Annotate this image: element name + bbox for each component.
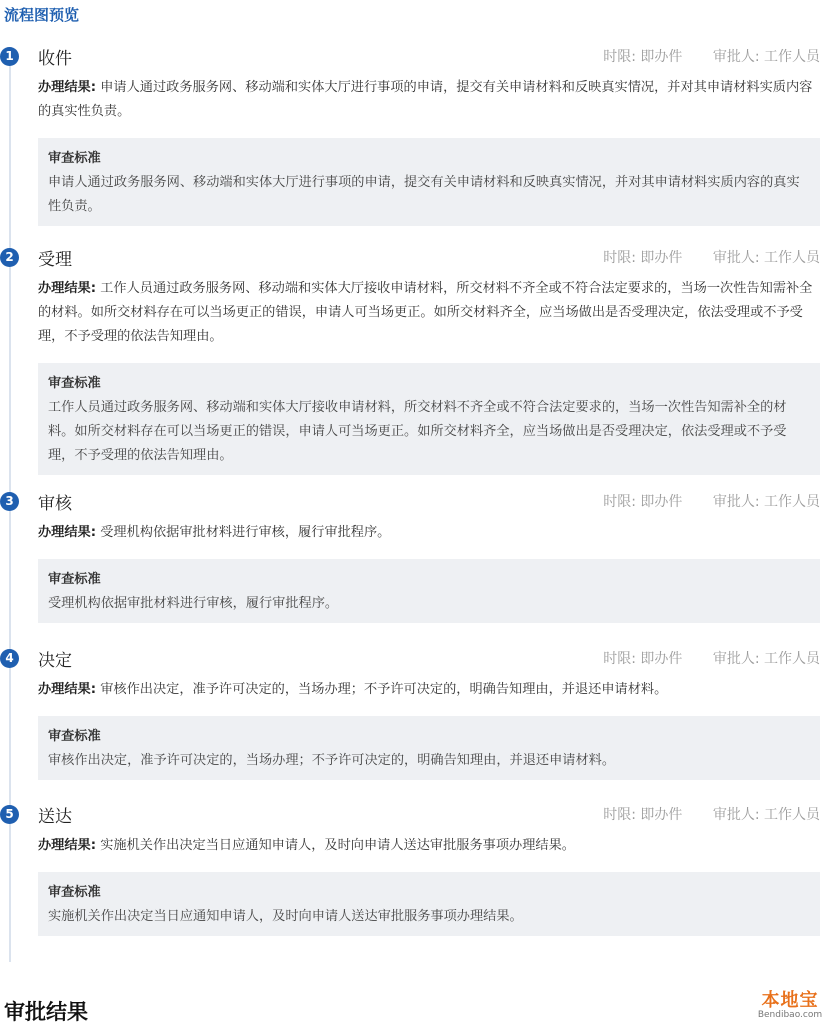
review-standard-box bbox=[38, 559, 820, 623]
step-number-badge: 2 bbox=[0, 248, 19, 267]
step-result bbox=[38, 521, 820, 545]
review-standard-text: 受理机构依据审批材料进行审核，履行审批程序。 bbox=[48, 596, 339, 611]
result-text: 申请人通过政务服务网、移动端和实体大厅进行事项的申请，提交有关申请材料和反映真实情况，并对其申请材料实质内容的真实性负责。 bbox=[38, 80, 813, 119]
review-standard-title: 审查标准 bbox=[48, 729, 101, 744]
flow-step-3 bbox=[0, 493, 840, 623]
result-label: 办理结果: bbox=[38, 682, 97, 697]
result-text: 工作人员通过政务服务网、移动端和实体大厅接收申请材料，所交材料不齐全或不符合法定要求的，当场一次性告知需补全的材料。如所交材料存在可以当场更正的错误，申请人可当场更正。如所交材料齐全，应当场做出是否受理决定，依法受理或不予受理，不予受理的依法告知理由。 bbox=[38, 281, 813, 344]
step-name: 收件 bbox=[38, 49, 72, 69]
step-number-badge: 3 bbox=[0, 492, 19, 511]
result-label: 办理结果: bbox=[38, 525, 97, 540]
step-result bbox=[38, 76, 820, 124]
flow-step-1 bbox=[0, 48, 840, 226]
result-text: 审核作出决定，准予许可决定的，当场办理；不予许可决定的，明确告知理由，并退还申请材料。 bbox=[100, 682, 668, 697]
step-number-badge: 4 bbox=[0, 649, 19, 668]
step-name: 送达 bbox=[38, 807, 72, 827]
step-name: 决定 bbox=[38, 651, 72, 671]
review-standard-text: 申请人通过政务服务网、移动端和实体大厅进行事项的申请，提交有关申请材料和反映真实情况，并对其申请材料实质内容的真实性负责。 bbox=[48, 175, 800, 214]
section-title-approval-result: 审批结果 bbox=[4, 1000, 88, 1024]
step-deadline: 时限: 即办件 bbox=[603, 807, 683, 823]
flow-step-5 bbox=[0, 806, 840, 936]
step-result bbox=[38, 834, 820, 858]
result-text: 实施机关作出决定当日应通知申请人，及时向申请人送达审批服务事项办理结果。 bbox=[100, 838, 575, 853]
step-meta bbox=[603, 804, 820, 824]
review-standard-title: 审查标准 bbox=[48, 376, 101, 391]
review-standard-text: 审核作出决定，准予许可决定的，当场办理；不予许可决定的，明确告知理由，并退还申请材料。 bbox=[48, 753, 616, 768]
result-label: 办理结果: bbox=[38, 281, 97, 296]
watermark-logo-text: 本地宝 bbox=[761, 990, 819, 1011]
step-approver: 审批人: 工作人员 bbox=[712, 494, 820, 510]
step-result bbox=[38, 277, 820, 349]
review-standard-title: 审查标准 bbox=[48, 572, 101, 587]
result-label: 办理结果: bbox=[38, 80, 97, 95]
review-standard-box bbox=[38, 716, 820, 780]
review-standard-title: 审查标准 bbox=[48, 151, 101, 166]
result-text: 受理机构依据审批材料进行审核，履行审批程序。 bbox=[100, 525, 391, 540]
step-name: 审核 bbox=[38, 494, 72, 514]
flow-step-4 bbox=[0, 650, 840, 780]
review-standard-box bbox=[38, 138, 820, 226]
step-meta bbox=[603, 46, 820, 66]
flow-step-2 bbox=[0, 249, 840, 475]
step-result bbox=[38, 678, 820, 702]
step-deadline: 时限: 即办件 bbox=[603, 494, 683, 510]
step-meta bbox=[603, 648, 820, 668]
review-standard-text: 工作人员通过政务服务网、移动端和实体大厅接收申请材料，所交材料不齐全或不符合法定要求的，当场一次性告知需补全的材料。如所交材料存在可以当场更正的错误，申请人可当场更正。如所交材料齐全，应当场做出是否受理决定，依法受理或不予受理，不予受理的依法告知理由。 bbox=[48, 400, 787, 463]
review-standard-box bbox=[38, 872, 820, 936]
step-approver: 审批人: 工作人员 bbox=[712, 651, 820, 667]
step-approver: 审批人: 工作人员 bbox=[712, 49, 820, 65]
step-meta bbox=[603, 491, 820, 511]
step-name: 受理 bbox=[38, 250, 72, 270]
watermark-domain: Bendibao.com bbox=[757, 1010, 823, 1020]
review-standard-title: 审查标准 bbox=[48, 885, 101, 900]
review-standard-box bbox=[38, 363, 820, 475]
result-label: 办理结果: bbox=[38, 838, 97, 853]
review-standard-text: 实施机关作出决定当日应通知申请人，及时向申请人送达审批服务事项办理结果。 bbox=[48, 909, 523, 924]
step-approver: 审批人: 工作人员 bbox=[712, 250, 820, 266]
step-number-badge: 1 bbox=[0, 47, 19, 66]
page-title: 流程图预览 bbox=[4, 6, 80, 24]
step-approver: 审批人: 工作人员 bbox=[712, 807, 820, 823]
watermark-logo bbox=[744, 986, 836, 1024]
step-meta bbox=[603, 247, 820, 267]
step-deadline: 时限: 即办件 bbox=[603, 49, 683, 65]
step-deadline: 时限: 即办件 bbox=[603, 250, 683, 266]
step-number-badge: 5 bbox=[0, 805, 19, 824]
step-deadline: 时限: 即办件 bbox=[603, 651, 683, 667]
